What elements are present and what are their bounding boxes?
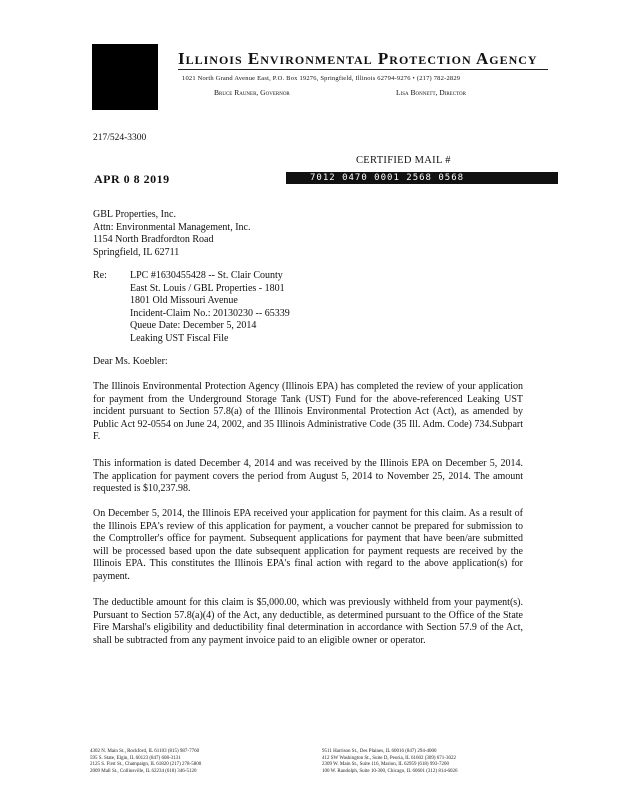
- certified-mail-label: CERTIFIED MAIL #: [356, 155, 451, 166]
- recipient-line: 1154 North Bradfordton Road: [93, 234, 214, 246]
- recipient-line: Attn: Environmental Management, Inc.: [93, 221, 251, 233]
- body-paragraph: The Illinois Environmental Protection Agency (Illinois EPA) has completed the review of your application for payment from the Underground Storage Tank (UST) Fund for the above-referenced Leaking UST incident pursuant to Section 57.8(a) of the Illinois Environmental Protection Act (Act), as amended by Public Act 92-0554 on June 24, 2002, and 35 Illinois Administrative Code (35 Ill. Adm. Code) 734.Subpart F.: [93, 381, 523, 443]
- letterhead-rule: [178, 69, 548, 70]
- agency-address: 1021 North Grand Avenue East, P.O. Box 19276, Springfield, Illinois 62794-9276 • (217) 782-2829: [182, 75, 461, 82]
- date-stamp: APR 0 8 2019: [94, 172, 170, 186]
- re-line: Leaking UST Fiscal File: [130, 332, 229, 344]
- footer-line: 100 W. Randolph, Suite 10-300, Chicago, IL 60601 (312) 814-6026: [322, 768, 458, 774]
- certified-mail-number: 7012 0470 0001 2568 0568: [286, 172, 558, 184]
- footer-offices-left: [90, 749, 201, 775]
- re-line: LPC #1630455428 -- St. Clair County: [130, 270, 283, 281]
- recipient-line: GBL Properties, Inc.: [93, 209, 176, 220]
- agency-logo: [92, 44, 158, 110]
- re-line: Incident-Claim No.: 20130230 -- 65339: [130, 307, 290, 319]
- footer-line: 9511 Harrison St., Des Plaines, IL 60016 (847) 294-4000: [322, 749, 437, 754]
- re-line: East St. Louis / GBL Properties - 1801: [130, 282, 285, 294]
- footer-line: 2125 S. First St., Champaign, IL 61820 (217) 278-5800: [90, 762, 202, 768]
- re-line: 1801 Old Missouri Avenue: [130, 295, 238, 307]
- re-block: [130, 270, 290, 346]
- footer-line: 2009 Mall St., Collinsville, IL 62234 (618) 346-5120: [90, 768, 197, 774]
- agency-name: Illinois Environmental Protection Agency: [178, 49, 538, 68]
- body-paragraph: On December 5, 2014, the Illinois EPA received your application for payment for this claim. As a result of the Illinois EPA's review of this application for payment, a voucher cannot be prepared for submission to the Comptroller's office for payment. Subsequent applications for payment that have been/are submitted will be processed based upon the date subsequent application for payment requests are received by the Illinois EPA. This constitutes the Illinois EPA's final action with regard to the above application(s) for payment.: [93, 508, 523, 582]
- phone-number: 217/524-3300: [93, 133, 147, 143]
- footer-line: 4302 N. Main St., Rockford, IL 61103 (815) 987-7760: [90, 749, 200, 754]
- director-name: Lisa Bonnett, Director: [396, 88, 466, 97]
- footer-line: 2309 W. Main St., Suite 116, Marion, IL 62959 (618) 993-7200: [322, 762, 449, 768]
- footer-line: 595 S. State, Elgin, IL 60123 (847) 608-3131: [90, 755, 181, 761]
- body-paragraph: The deductible amount for this claim is $5,000.00, which was previously withheld from your payment(s). Pursuant to Section 57.8(a)(4) of the Act, any deductible, as determined pursuant to the Office of the State Fire Marshal's eligibility and deductibility final determination in accordance with Section 57.9 of the Act, shall be subtracted from any payment invoice paid to an eligible owner or operator.: [93, 597, 523, 646]
- footer-offices-right: [322, 749, 458, 775]
- recipient-line: Springfield, IL 62711: [93, 246, 180, 258]
- salutation: Dear Ms. Koebler:: [93, 356, 168, 367]
- footer-line: 412 SW Washington St., Suite D, Peoria, IL 61602 (309) 671-3022: [322, 755, 456, 761]
- re-line: Queue Date: December 5, 2014: [130, 320, 257, 332]
- re-label: Re:: [93, 270, 107, 281]
- recipient-address: [93, 209, 250, 259]
- governor-name: Bruce Rauner, Governor: [214, 88, 290, 97]
- body-paragraph: This information is dated December 4, 2014 and was received by the Illinois EPA on December 5, 2014. The application for payment covers the period from August 5, 2014 to November 25, 2014. The amount requested is $10,237.98.: [93, 458, 523, 495]
